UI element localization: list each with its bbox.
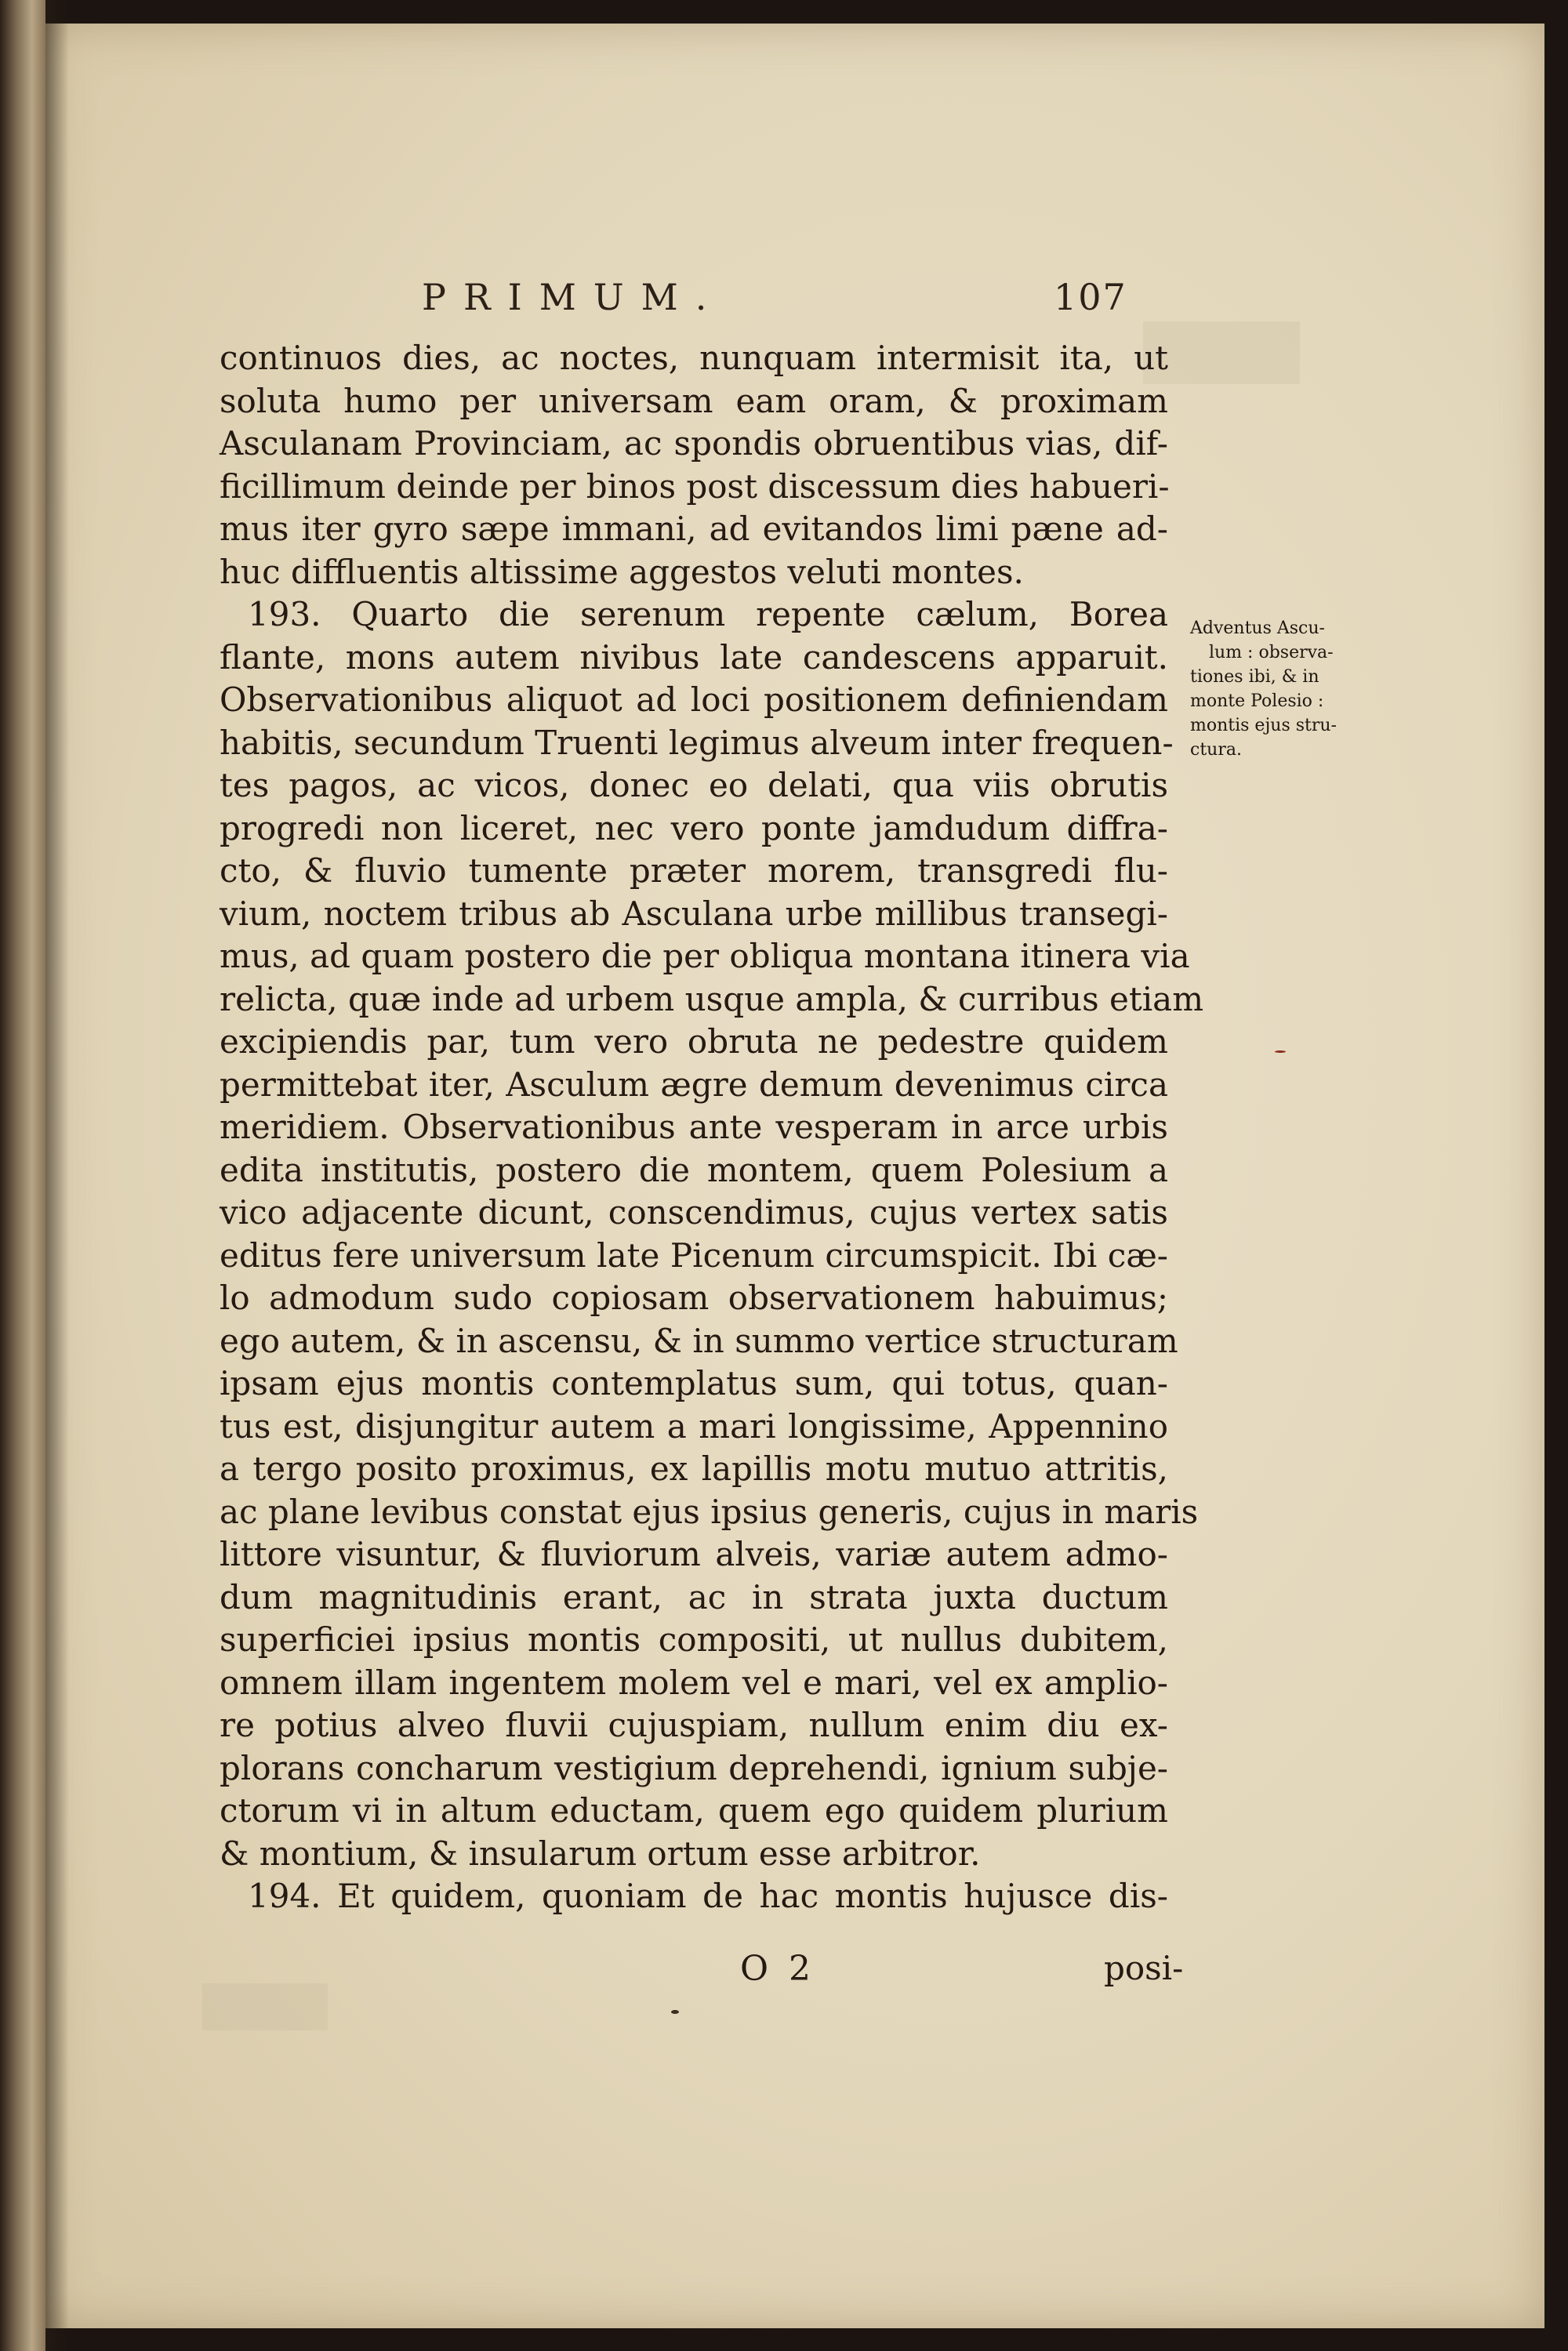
margin-note-line: montis ejus stru-	[1190, 716, 1337, 735]
text-line: Observationibus aliquot ad loci positionem definiendam	[220, 680, 1168, 719]
text-line: ac plane levibus constat ejus ipsius generis, cujus in maris	[220, 1492, 1199, 1531]
text-line: permittebat iter, Asculum ægre demum devenimus circa	[220, 1065, 1168, 1104]
margin-note-line: monte Polesio :	[1190, 691, 1324, 711]
signature-mark: O 2	[740, 1949, 816, 1989]
text-line: soluta humo per universam eam oram, & proximam	[220, 381, 1168, 420]
catchword: posi-	[1104, 1949, 1184, 1987]
margin-note-line: lum : observa-	[1209, 643, 1334, 662]
text-line: ficillimum deinde per binos post discessum dies habueri-	[220, 466, 1170, 506]
margin-note-line: ctura.	[1190, 740, 1242, 760]
show-through-stain	[202, 1983, 328, 2030]
text-line: vium, noctem tribus ab Asculana urbe millibus transegi-	[220, 894, 1168, 933]
margin-note	[1190, 616, 1370, 762]
text-line: cto, & fluvio tumente præter morem, transgredi flu-	[220, 851, 1168, 890]
text-line: huc diffluentis altissime aggestos veluti montes.	[220, 552, 1024, 591]
text-line: superficiei ipsius montis compositi, ut nullus dubitem,	[220, 1620, 1168, 1659]
gutter-shadow	[45, 0, 69, 2351]
text-line: continuos dies, ac noctes, nunquam intermisit ita, ut	[220, 339, 1168, 377]
margin-note-line: tiones ibi, & in	[1190, 667, 1319, 687]
text-line: tes pagos, ac vicos, donec eo delati, qua viis obrutis	[220, 766, 1168, 804]
text-line: vico adjacente dicunt, conscendimus, cujus vertex satis	[220, 1193, 1168, 1232]
text-line: excipiendis par, tum vero obruta ne pedestre quidem	[220, 1022, 1168, 1061]
text-line: progredi non liceret, nec vero ponte jamdudum diffra-	[220, 808, 1168, 847]
text-line: Asculanam Provinciam, ac spondis obruentibus vias, dif-	[220, 424, 1168, 463]
text-line: & montium, & insularum ortum esse arbitror.	[220, 1834, 981, 1873]
text-line: editus fere universum late Picenum circumspicit. Ibi cæ-	[220, 1235, 1168, 1275]
text-line: ctorum vi in altum eductam, quem ego quidem plurium	[220, 1791, 1168, 1830]
text-line: littore visuntur, & fluviorum alveis, variæ autem admo-	[220, 1535, 1168, 1573]
text-line: dum magnitudinis erant, ac in strata juxta ductum	[220, 1577, 1168, 1616]
body-text	[220, 337, 1204, 1918]
page-number: 107	[1054, 276, 1127, 318]
running-head: PRIMUM.	[422, 276, 724, 318]
text-line: lo admodum sudo copiosam observationem habuimus;	[220, 1279, 1168, 1317]
text-line: edita institutis, postero die montem, quem Polesium a	[220, 1150, 1168, 1189]
ink-speck	[671, 2010, 679, 2014]
text-line: flante, mons autem nivibus late candescens apparuit.	[220, 637, 1168, 677]
text-line: tus est, disjungitur autem a mari longissime, Appennino	[220, 1406, 1168, 1446]
text-line: plorans concharum vestigium deprehendi, ignium subje-	[220, 1748, 1168, 1787]
text-line: meridiem. Observationibus ante vesperam in arce urbis	[220, 1108, 1168, 1146]
left-page-edge	[0, 0, 45, 2351]
ink-speck	[1275, 1050, 1286, 1053]
book-page	[45, 24, 1544, 2328]
text-line: relicta, quæ inde ad urbem usque ampla, & curribus etiam	[220, 979, 1204, 1018]
text-line: mus, ad quam postero die per obliqua montana itinera via	[220, 937, 1190, 975]
paragraph-start-193: 193. Quarto die serenum repente cælum, Borea	[248, 595, 1168, 633]
text-line: a tergo posito proximus, ex lapillis motu mutuo attritis,	[220, 1449, 1168, 1488]
text-line: habitis, secundum Truenti legimus alveum inter frequen-	[220, 723, 1174, 762]
text-line: re potius alveo fluvii cujuspiam, nullum enim diu ex-	[220, 1706, 1168, 1744]
text-line: ego autem, & in ascensu, & in summo vertice structuram	[220, 1321, 1178, 1360]
text-line: mus iter gyro sæpe immani, ad evitandos limi pæne ad-	[220, 510, 1168, 548]
text-line: omnem illam ingentem molem vel e mari, vel ex amplio-	[220, 1663, 1168, 1702]
text-line: ipsam ejus montis contemplatus sum, qui totus, quan-	[220, 1364, 1168, 1402]
margin-note-line: Adventus Ascu-	[1190, 619, 1325, 638]
paragraph-start-194: 194. Et quidem, quoniam de hac montis hujusce dis-	[248, 1877, 1168, 1915]
